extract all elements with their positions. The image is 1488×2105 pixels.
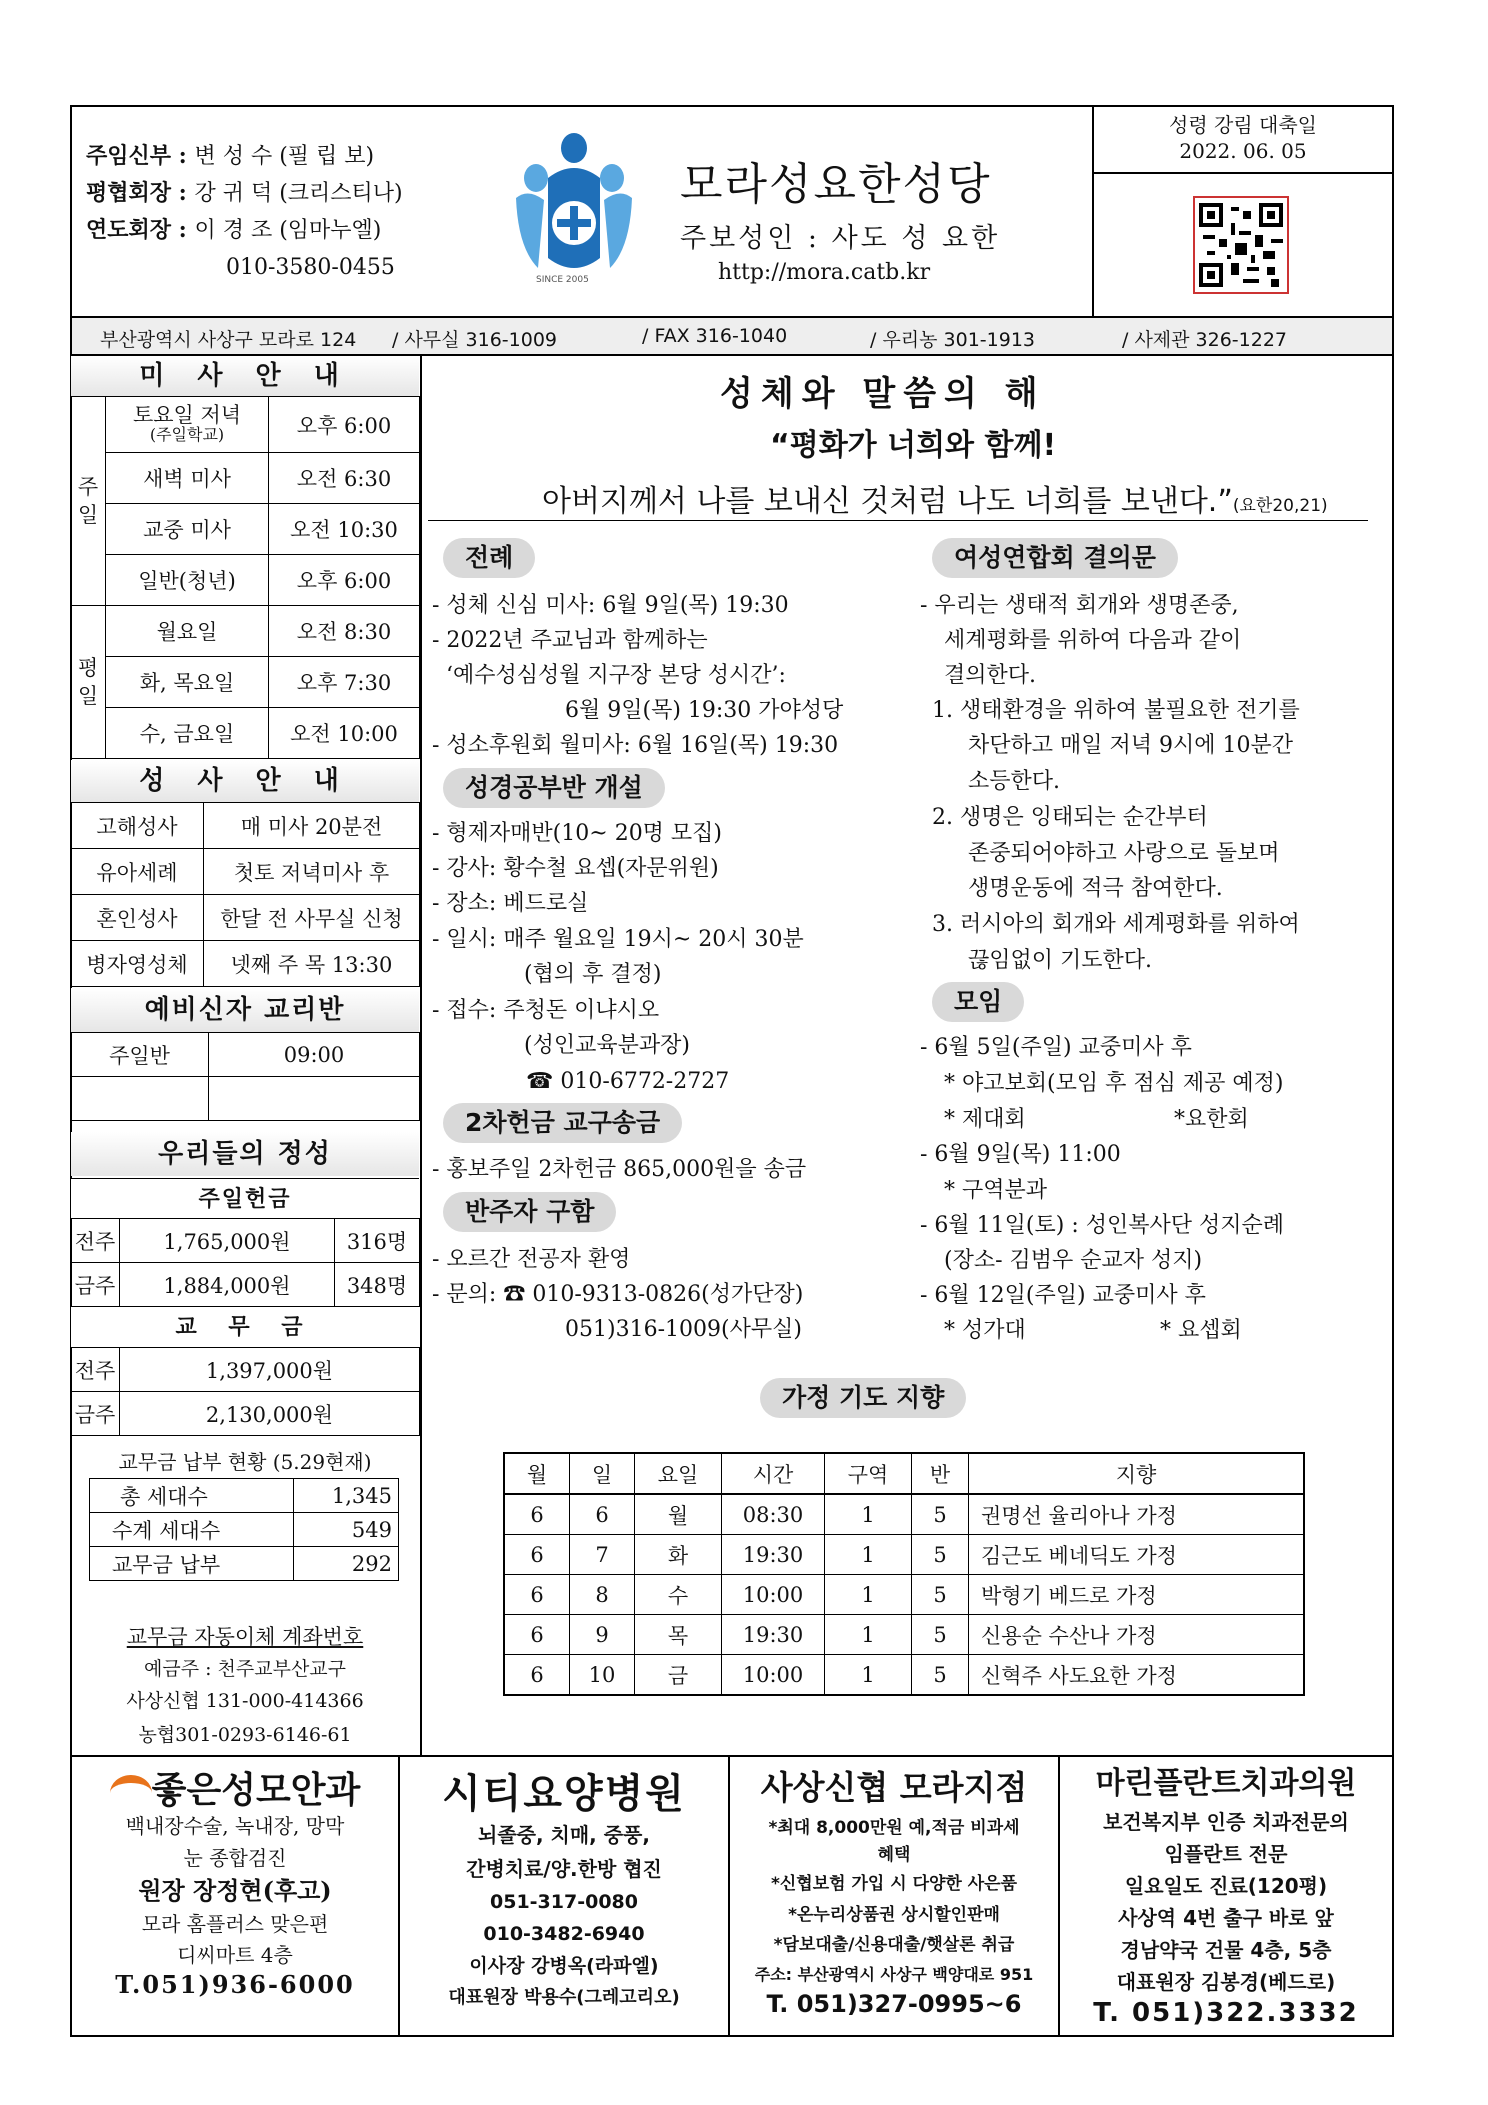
prayer-row: 6 6 월 08:30 1 5 권명선 율리아나 가정 <box>504 1494 1304 1535</box>
staff-phone: 010-3580-0455 <box>226 255 395 280</box>
mass-row: 화, 목요일 <box>106 657 269 708</box>
diocese-table <box>70 1347 420 1436</box>
ad-line: 경남약국 건물 4층, 5층 <box>1120 1938 1332 1962</box>
meeting-line: * 요셉회 <box>1160 1318 1242 1343</box>
weekday-label: 평일 <box>71 606 106 759</box>
bible-line: - 일시: 매주 월요일 19시~ 20시 30분 <box>432 927 804 952</box>
prayer-row: 6 10 금 10:00 1 5 신혁주 사도요한 가정 <box>504 1655 1304 1696</box>
mass-row: 일반(청년) <box>106 555 269 606</box>
bible-line: - 장소: 베드로실 <box>432 891 589 916</box>
ad-line: 주소: 부산광역시 사상구 백양대로 951 <box>754 1965 1034 1984</box>
ad-phone: T.051)936-6000 <box>115 1970 355 1999</box>
accompanist-line: - 문의: ☎ 010-9313-0826(성가단장) <box>432 1282 804 1307</box>
ad-credit-union-title: 사상신협 모라지점 <box>760 1768 1028 1807</box>
liturgy-line: - 2022년 주교님과 함께하는 <box>432 628 708 653</box>
liturgy-line: 6월 9일(목) 19:30 가야성당 <box>565 698 844 723</box>
ad-line: *신협보험 가입 시 다양한 사은품 <box>770 1874 1018 1894</box>
offering-label: 금주 <box>71 1263 120 1307</box>
sacrament-value: 매 미사 20분전 <box>204 803 420 849</box>
meeting-line: * 제대회 <box>944 1107 1026 1132</box>
ad-line: 이사장 강병옥(라파엘) <box>469 1955 659 1977</box>
ad-line: 원장 장정현(후고) <box>138 1876 332 1905</box>
ad-line: *최대 8,000만원 예,적금 비과세 <box>768 1818 1020 1838</box>
prayer-col-day: 일 <box>570 1453 635 1494</box>
womens-line: 차단하고 매일 저녁 9시에 10분간 <box>968 733 1293 758</box>
ad-line: 사상역 4번 출구 바로 앞 <box>1118 1906 1334 1930</box>
mass-time: 오후 6:00 <box>269 397 420 453</box>
womens-line: 결의한다. <box>944 663 1037 688</box>
bible-line: (성인교육분과장) <box>524 1033 690 1058</box>
prayer-table <box>503 1452 1305 1696</box>
mass-row: 교중 미사 <box>106 504 269 555</box>
ad-line: 뇌졸중, 치매, 중풍, <box>478 1823 650 1847</box>
offering-label: 전주 <box>71 1219 120 1263</box>
catechumen-table <box>70 1032 420 1121</box>
womens-line: 2. 생명은 잉태되는 순간부터 <box>932 805 1208 830</box>
ad-line: 일요일도 진료(120평) <box>1124 1874 1328 1898</box>
ad-line: 051-317-0080 <box>490 1891 638 1913</box>
diocese-label: 전주 <box>71 1348 120 1392</box>
dues-label: 총 세대수 <box>90 1479 294 1513</box>
dues-status-title: 교무금 납부 현황 (5.29현재) <box>118 1450 372 1474</box>
quote-text: 아버지께서 나를 보내신 것처럼 나도 너희를 보낸다.” <box>542 484 1233 519</box>
mass-time: 오후 6:00 <box>269 555 420 606</box>
farm-phone: / 우리농 301-1913 <box>870 329 1036 351</box>
date-underline <box>1092 172 1394 174</box>
mass-table <box>70 396 420 759</box>
ad-nursing-hospital-title: 시티요양병원 <box>442 1771 686 1817</box>
account-sinhyup: 사상신협 131-000-414366 <box>126 1690 364 1712</box>
womens-line: 끊임없이 기도한다. <box>968 948 1153 973</box>
mass-row: 월요일 <box>106 606 269 657</box>
account-nonghyup: 농협301-0293-6146-61 <box>138 1724 352 1746</box>
meeting-line: - 6월 12일(주일) 교중미사 후 <box>920 1283 1206 1308</box>
ad-eye-clinic <box>72 1762 398 1999</box>
sacrament-name: 고해성사 <box>71 803 204 849</box>
ad-line: 대표원장 김봉경(베드로) <box>1116 1970 1336 1994</box>
sacrament-name: 혼인성사 <box>71 895 204 941</box>
liturgy-line: ‘예수성심성월 지구장 본당 성시간’: <box>432 663 786 688</box>
mass-time: 오전 6:30 <box>269 453 420 504</box>
prayer-col-weekday: 요일 <box>635 1453 722 1494</box>
ad-line: 보건복지부 인증 치과전문의 <box>1103 1810 1349 1834</box>
offering-title: 우리들의 정성 <box>71 1132 419 1176</box>
ad-line: 모라 홈플러스 맞은편 <box>141 1912 329 1936</box>
quote-line-1: “평화가 너희와 함께! <box>770 428 1057 463</box>
address-text: 부산광역시 사상구 모라로 124 <box>100 329 357 351</box>
meeting-line: - 6월 9일(목) 11:00 <box>920 1142 1121 1167</box>
mass-time: 오후 7:30 <box>269 657 420 708</box>
accompanist-title: 반주자 구함 <box>443 1192 616 1232</box>
sacrament-value: 넷째 주 목 13:30 <box>204 941 420 987</box>
sunday-offering-title: 주일헌금 <box>71 1178 419 1219</box>
bulletin-date: 2022. 06. 05 <box>1179 139 1307 163</box>
prayer-col-group: 반 <box>912 1453 969 1494</box>
mass-time: 오전 8:30 <box>269 606 420 657</box>
prayer-col-month: 월 <box>504 1453 570 1494</box>
womens-line: 생명운동에 적극 참여한다. <box>968 876 1223 901</box>
meeting-line: * 성가대 <box>944 1318 1026 1343</box>
sacrament-table <box>70 802 420 987</box>
prayer-col-intention: 지향 <box>969 1453 1305 1494</box>
quote-line-2 <box>542 476 1328 520</box>
mass-row: 토요일 저녁 (주일학교) <box>106 397 269 453</box>
prayer-header-row <box>504 1453 1304 1494</box>
staff-council: 평협회장 : 강 귀 덕 (크리스티나) <box>86 180 403 206</box>
offering-count: 316명 <box>335 1219 420 1263</box>
banner-underline <box>428 520 1368 521</box>
staff-pastor: 주임신부 : 변 성 수 (필 립 보) <box>86 143 375 169</box>
ad-eye-clinic-title: 좋은성모안과 <box>72 1762 398 1810</box>
ad-line: 010-3482-6940 <box>483 1923 645 1945</box>
womens-line: 존중되어야하고 사랑으로 돌보며 <box>968 841 1280 866</box>
office-phone: / 사무실 316-1009 <box>392 329 558 351</box>
mass-time: 오전 10:00 <box>269 708 420 759</box>
dues-value: 292 <box>294 1547 399 1581</box>
ad-nursing-hospital <box>400 1762 728 2014</box>
mass-time: 오전 10:30 <box>269 504 420 555</box>
dues-status-table <box>89 1478 399 1581</box>
left-column <box>71 356 419 1754</box>
womens-line: 소등한다. <box>968 769 1061 794</box>
sacrament-name: 유아세례 <box>71 849 204 895</box>
meeting-title: 모임 <box>932 982 1024 1022</box>
account-holder: 예금주 : 천주교부산교구 <box>143 1658 347 1680</box>
dues-label: 교무금 납부 <box>90 1547 294 1581</box>
sacrament-title: 성 사 안 내 <box>71 760 419 802</box>
meeting-line: * 구역분과 <box>944 1178 1048 1203</box>
ad-phone: T. 051)327-0995~6 <box>766 1990 1022 2018</box>
meeting-line: *요한회 <box>1174 1107 1249 1132</box>
womens-line: - 우리는 생태적 회개와 생명존중, <box>920 593 1239 618</box>
offering-amount: 1,884,000원 <box>120 1263 335 1307</box>
accompanist-line: - 오르간 전공자 환영 <box>432 1247 631 1272</box>
catechumen-class: 주일반 <box>71 1033 209 1077</box>
sunday-label: 주일 <box>71 397 106 606</box>
church-logo <box>508 128 640 288</box>
fax-number: / FAX 316-1040 <box>642 325 788 347</box>
ad-dental-clinic <box>1060 1758 1392 2028</box>
staff-list <box>86 138 403 286</box>
rectory-phone: / 사제관 326-1227 <box>1122 329 1288 351</box>
ad-credit-union <box>730 1762 1058 2018</box>
eye-clinic-logo-icon <box>110 1775 152 1811</box>
womens-line: 세계평화를 위하여 다음과 같이 <box>944 628 1242 653</box>
church-url[interactable]: http://mora.catb.kr <box>718 260 931 285</box>
ad-line: 대표원장 박용수(그레고리오) <box>448 1987 680 2008</box>
quote-ref: (요한20,21) <box>1232 496 1328 516</box>
prayer-row: 6 7 화 19:30 1 5 김근도 베네딕도 가정 <box>504 1535 1304 1575</box>
bible-study-title: 성경공부반 개설 <box>443 768 665 808</box>
dues-value: 1,345 <box>294 1479 399 1513</box>
year-theme-title: 성체와 말씀의 해 <box>720 374 1046 414</box>
catechumen-time: 09:00 <box>209 1033 420 1077</box>
church-name: 모라성요한성당 <box>680 159 992 210</box>
sacrament-name: 병자영성체 <box>71 941 204 987</box>
mass-title: 미 사 안 내 <box>71 356 419 396</box>
ad-line: 디씨마트 4층 <box>177 1943 293 1967</box>
second-collection-line: - 홍보주일 2차헌금 865,000원을 송금 <box>432 1157 807 1182</box>
bible-line: - 접수: 주청돈 이냐시오 <box>432 998 660 1023</box>
second-collection-title: 2차헌금 교구송금 <box>443 1103 682 1143</box>
prayer-row: 6 9 목 19:30 1 5 신용순 수산나 가정 <box>504 1615 1304 1655</box>
offering-amount: 1,765,000원 <box>120 1219 335 1263</box>
prayer-title: 가정 기도 지향 <box>760 1378 966 1418</box>
womens-title: 여성연합회 결의문 <box>932 538 1178 578</box>
staff-yeondo: 연도회장 : 이 경 조 (임마누엘) <box>86 217 382 243</box>
ad-line: 임플란트 전문 <box>1164 1842 1288 1866</box>
ad-line: 눈 종합검진 <box>183 1846 287 1870</box>
feast-name: 성령 강림 대축일 <box>1169 113 1317 137</box>
patron-saint: 주보성인 : 사도 성 요한 <box>680 223 1001 254</box>
mass-row: 수, 금요일 <box>106 708 269 759</box>
sacrament-value: 첫토 저녁미사 후 <box>204 849 420 895</box>
dues-value: 549 <box>294 1513 399 1547</box>
qr-code[interactable] <box>1193 196 1289 294</box>
diocese-amount: 2,130,000원 <box>120 1392 420 1436</box>
diocese-label: 금주 <box>71 1392 120 1436</box>
offering-count: 348명 <box>335 1263 420 1307</box>
liturgy-title: 전례 <box>443 538 535 578</box>
womens-line: 3. 러시아의 회개와 세계평화를 위하여 <box>932 912 1300 937</box>
sacrament-value: 한달 전 사무실 신청 <box>204 895 420 941</box>
liturgy-line: - 성소후원회 월미사: 6월 16일(목) 19:30 <box>432 733 839 758</box>
bible-phone: ☎ 010-6772-2727 <box>526 1069 730 1094</box>
ad-line: 혜택 <box>877 1845 911 1865</box>
liturgy-line: - 성체 신심 미사: 6월 9일(목) 19:30 <box>432 593 789 618</box>
ad-line: *온누리상품권 상시할인판매 <box>788 1905 1000 1925</box>
dues-label: 수계 세대수 <box>90 1513 294 1547</box>
date-box <box>1093 112 1393 164</box>
prayer-col-time: 시간 <box>722 1453 825 1494</box>
ad-line: 백내장수술, 녹내장, 망막 <box>125 1814 345 1838</box>
catechumen-title: 예비신자 교리반 <box>71 988 419 1032</box>
diocese-title: 교 무 금 <box>71 1307 419 1347</box>
ads-top-line <box>70 1755 1394 1757</box>
prayer-row: 6 8 수 10:00 1 5 박형기 베드로 가정 <box>504 1575 1304 1615</box>
meeting-line: - 6월 5일(주일) 교중미사 후 <box>920 1035 1192 1060</box>
meeting-line: * 야고보회(모임 후 점심 제공 예정) <box>944 1071 1284 1096</box>
sunday-offering-table <box>70 1218 420 1307</box>
prayer-col-district: 구역 <box>825 1453 912 1494</box>
logo-since: SINCE 2005 <box>536 275 589 285</box>
diocese-amount: 1,397,000원 <box>120 1348 420 1392</box>
ad-line: *담보대출/신용대출/햇살론 취급 <box>773 1935 1015 1955</box>
ad-line: 간병치료/양.한방 협진 <box>466 1857 662 1881</box>
column-divider <box>420 354 422 1755</box>
ad-dental-clinic-title: 마린플란트치과의원 <box>1095 1766 1357 1801</box>
meeting-line: (장소- 김범우 순교자 성지) <box>944 1248 1203 1273</box>
bible-line: (협의 후 결정) <box>524 962 662 987</box>
meeting-line: - 6월 11일(토) : 성인복사단 성지순례 <box>920 1213 1284 1238</box>
bible-line: - 형제자매반(10~ 20명 모집) <box>432 821 723 846</box>
account-title: 교무금 자동이체 계좌번호 <box>126 1625 364 1649</box>
mass-row: 새벽 미사 <box>106 453 269 504</box>
bible-line: - 강사: 황수철 요셉(자문위원) <box>432 856 719 881</box>
ad-phone: T. 051)322.3332 <box>1093 1998 1359 2028</box>
womens-line: 1. 생태환경을 위하여 불필요한 전기를 <box>932 698 1300 723</box>
accompanist-line: 051)316-1009(사무실) <box>565 1317 802 1342</box>
